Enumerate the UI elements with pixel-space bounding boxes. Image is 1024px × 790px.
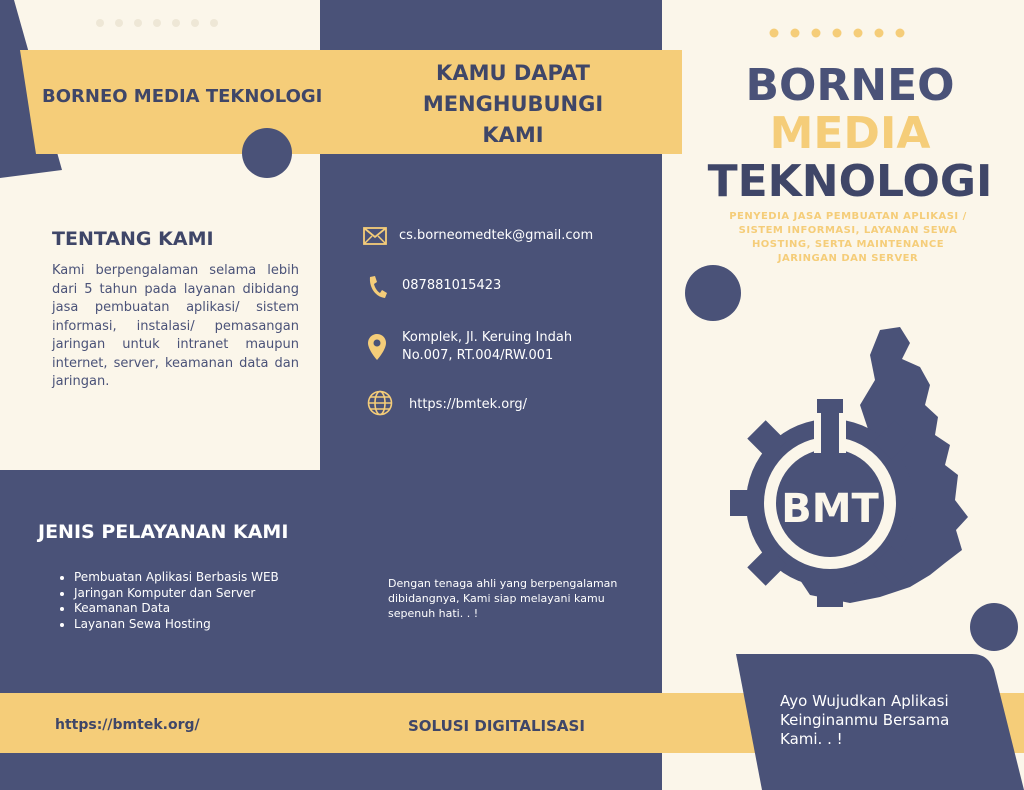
promise-text: Dengan tenaga ahli yang berpengalaman dibidangnya, Kami siap melayani kamu sepenuh hati. . ! [388, 577, 618, 620]
logo-text: BMT [781, 486, 879, 532]
service-item: • Jaringan Komputer dan Server [74, 586, 279, 602]
contact-phone[interactable]: 087881015423 [402, 278, 502, 293]
address-line-1: Komplek, Jl. Keruing Indah [402, 330, 573, 345]
band-corner-shape [0, 50, 40, 154]
globe-icon [367, 390, 393, 416]
footer-slogan: SOLUSI DIGITALISASI [408, 717, 585, 735]
left-band-title: BORNEO MEDIA TEKNOLOGI [42, 86, 323, 107]
contact-website[interactable]: https://bmtek.org/ [409, 397, 527, 412]
bmt-logo [730, 325, 990, 610]
dots-decoration-right [766, 26, 916, 40]
phone-icon [367, 275, 387, 299]
service-item: • Pembuatan Aplikasi Berbasis WEB [74, 570, 279, 586]
contact-address [402, 329, 572, 365]
contact-email[interactable]: cs.borneomedtek@gmail.com [399, 228, 594, 243]
brand-line-teknologi: TEKNOLOGI [707, 156, 993, 207]
brand-tagline: PENYEDIA JASA PEMBUATAN APLIKASI / SISTEM INFORMASI, LAYANAN SEWA HOSTING, SERTA MAINTENANCE JARINGAN DAN SERVER [729, 211, 967, 264]
services-list [74, 570, 279, 632]
about-text: Kami berpengalaman selama lebih dari 5 tahun pada layanan dibidang jasa pembuatan aplikasi/ sistem informasi, instalasi/ pemasangan jaringan untuk intranet maupun internet, server, keamanan data dan jaringan. [52, 263, 299, 389]
cta-text: Ayo Wujudkan Aplikasi Keinginanmu Bersama Kami. . ! [780, 692, 950, 748]
brand-line-borneo: BORNEO [745, 60, 955, 111]
email-icon [363, 227, 387, 245]
location-pin-icon [368, 334, 386, 360]
about-title: TENTANG KAMI [52, 228, 214, 250]
address-line-2: No.007, RT.004/RW.001 [402, 348, 554, 363]
dots-decoration-left [92, 16, 232, 30]
brand-title [700, 62, 1000, 206]
circle-decoration-1 [242, 128, 292, 178]
footer-url[interactable]: https://bmtek.org/ [55, 717, 200, 733]
service-item: • Keamanan Data [74, 601, 279, 617]
services-title: JENIS PELAYANAN KAMI [38, 521, 289, 543]
circle-decoration-2 [685, 265, 741, 321]
circle-decoration-3 [970, 603, 1018, 651]
brand-line-media: MEDIA [769, 108, 931, 159]
center-band-title: KAMU DAPAT MENGHUBUNGI KAMI [422, 61, 604, 147]
service-item: • Layanan Sewa Hosting [74, 617, 279, 633]
